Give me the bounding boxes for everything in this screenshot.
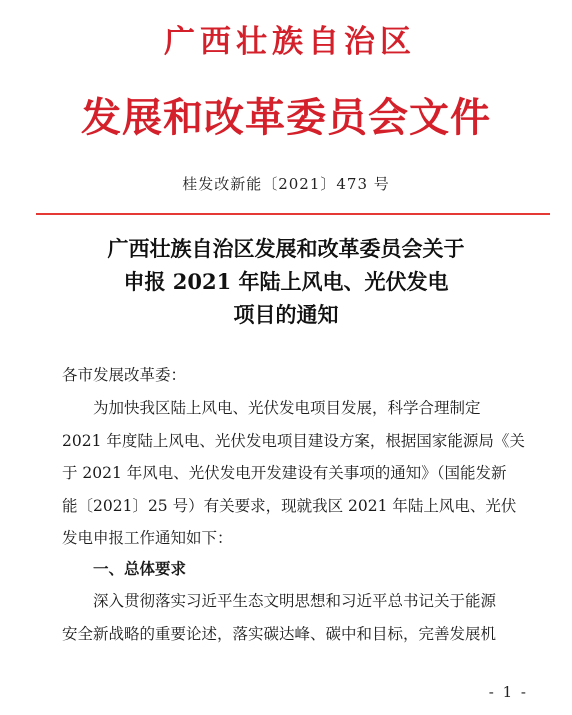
red-divider-rule bbox=[36, 213, 550, 215]
paragraph-1-line: 于 2021 年风电、光伏发电开发建设有关事项的通知》（国能发新 bbox=[62, 464, 507, 483]
paragraph-1 bbox=[62, 392, 550, 555]
document-title bbox=[0, 232, 572, 331]
page-number: - 1 - bbox=[488, 683, 528, 701]
title-line-1: 广西壮族自治区发展和改革委员会关于 bbox=[107, 236, 465, 261]
paragraph-1-line: 2021 年度陆上风电、光伏发电项目建设方案，根据国家能源局《关 bbox=[62, 431, 525, 450]
paragraph-1-line: 为加快我区陆上风电、光伏发电项目发展，科学合理制定 bbox=[93, 399, 481, 417]
paragraph-1-line: 发电申报工作通知如下： bbox=[62, 529, 233, 548]
title-line-2: 申报 2021 年陆上风电、光伏发电 bbox=[123, 269, 449, 294]
paragraph-2 bbox=[62, 585, 550, 650]
title-line-3: 项目的通知 bbox=[233, 302, 339, 327]
paragraph-1-line: 能〔2021〕25 号）有关要求，现就我区 2021 年陆上风电、光伏 bbox=[62, 496, 517, 515]
paragraph-2-line: 深入贯彻落实习近平生态文明思想和习近平总书记关于能源 bbox=[93, 592, 497, 610]
document-number: 桂发改新能〔2021〕473 号 bbox=[182, 175, 390, 193]
salutation: 各市发展改革委： bbox=[62, 366, 187, 384]
issuer-header-line2: 发展和改革委员会文件 bbox=[81, 94, 491, 141]
paragraph-2-line: 安全新战略的重要论述，落实碳达峰、碳中和目标，完善发展机 bbox=[62, 624, 497, 643]
issuer-header-line1: 广西壮族自治区 bbox=[164, 24, 416, 60]
section-heading-1: 一、总体要求 bbox=[93, 560, 187, 578]
